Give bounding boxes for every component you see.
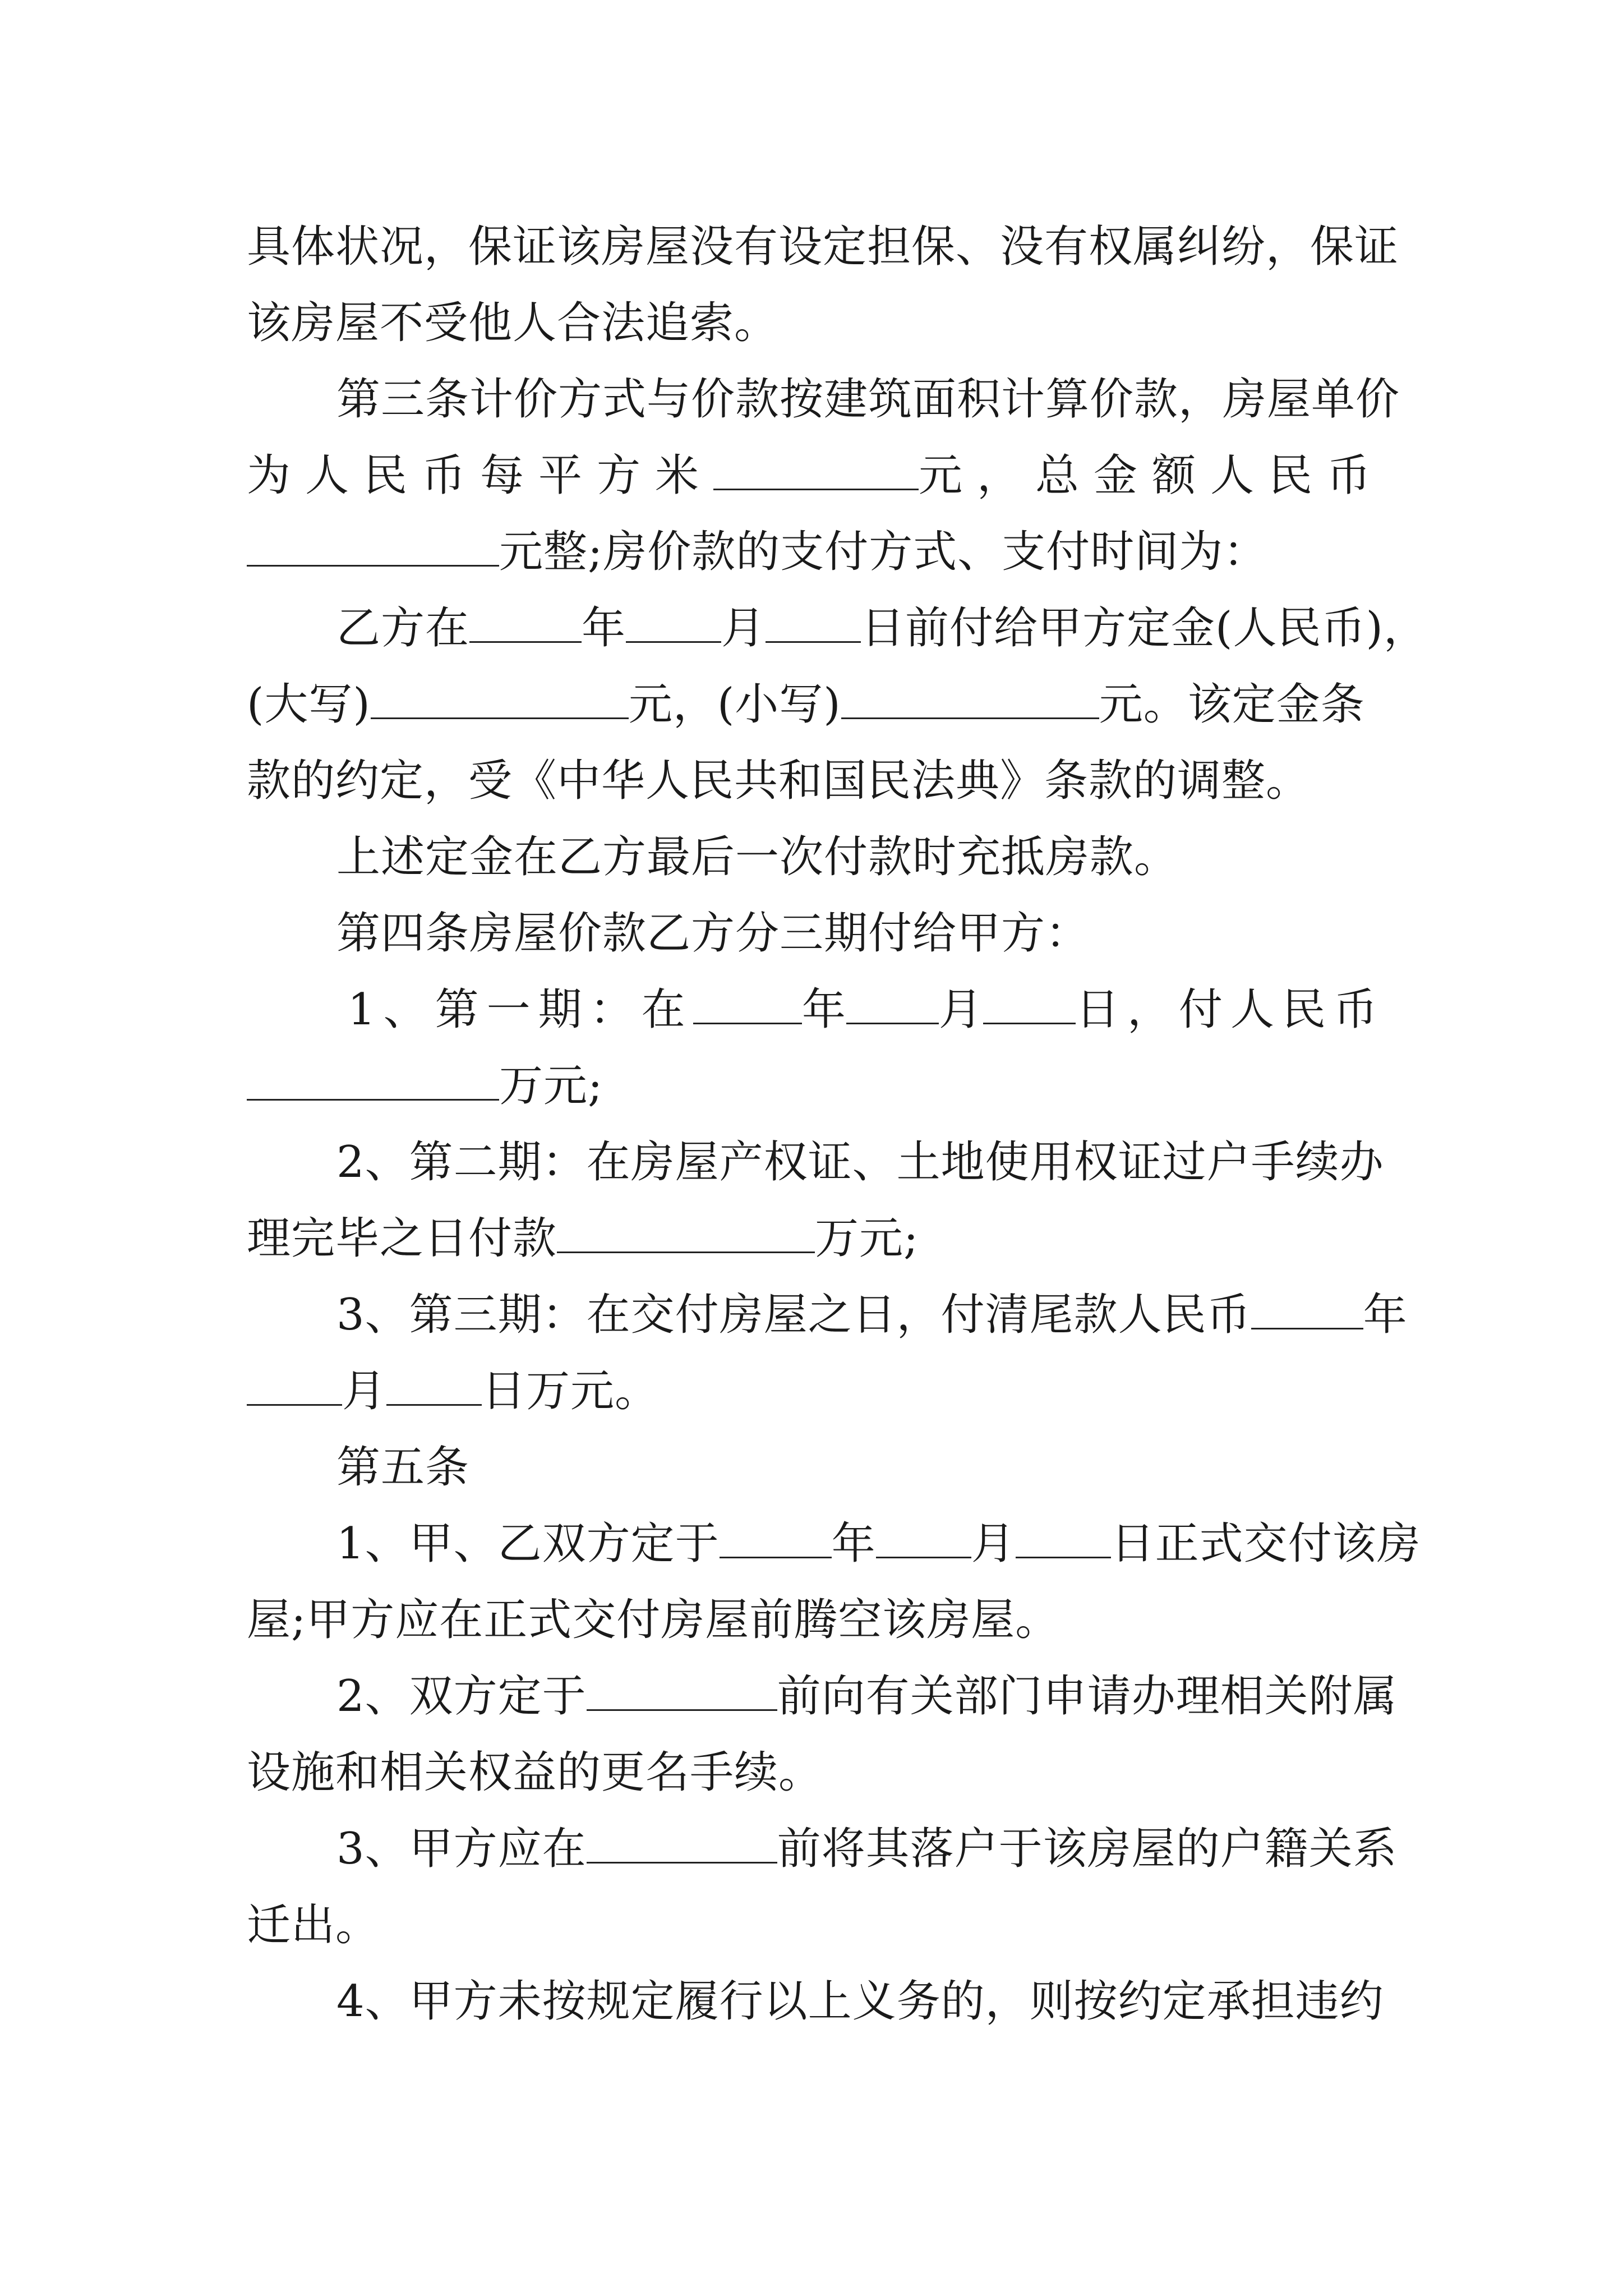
text-line: 款的约定，受《中华人民共和国民法典》条款的调整。 [247, 756, 1311, 806]
paragraph-line [247, 514, 1385, 590]
text-segment: 年 [582, 603, 626, 654]
paragraph-line [247, 1506, 1421, 1582]
text-line: 4、甲方未按规定履行以上义务的，则按约定承担违约 [336, 1976, 1384, 2027]
text-line: 该房屋不受他人合法追索。 [247, 298, 779, 348]
text-segment: 为人民币每平方米 [247, 450, 714, 501]
text-segment: 元，总金额人民币 [918, 450, 1385, 501]
paragraph-line [247, 438, 1385, 514]
paragraph-line [247, 1200, 1385, 1277]
text-segment: 元，(小写) [628, 679, 841, 730]
year-blank[interactable] [693, 987, 802, 1024]
paragraph-line [247, 1887, 1385, 1963]
month-blank[interactable] [626, 605, 721, 643]
paragraph-line [247, 285, 1385, 361]
text-segment: 前将其落户于该房屋的户籍关系 [777, 1824, 1398, 1874]
text-segment: 2、双方定于 [336, 1671, 587, 1722]
text-segment: 元。该定金条 [1099, 679, 1365, 730]
month-blank[interactable] [846, 987, 939, 1024]
text-segment: 月 [971, 1519, 1016, 1569]
paragraph-line [247, 1277, 1408, 1353]
text-segment: 日正式交付该房 [1110, 1519, 1421, 1569]
paragraph-line [247, 1811, 1398, 1887]
paragraph-line [247, 1124, 1385, 1200]
total-amount-blank[interactable] [247, 529, 499, 567]
paragraph-line [247, 743, 1385, 819]
paragraph-line [247, 819, 1385, 895]
year-blank[interactable] [720, 1521, 832, 1558]
text-segment: (大写) [247, 679, 371, 730]
text-segment: 1、第一期：在 [348, 984, 693, 1035]
text-line: 2、第二期：在房屋产权证、土地使用权证过户手续办 [336, 1137, 1384, 1188]
date-blank[interactable] [587, 1673, 777, 1711]
text-segment: 乙方在 [336, 603, 470, 654]
text-segment: 年 [1363, 1290, 1408, 1340]
text-segment: 理完毕之日付款 [247, 1213, 557, 1264]
unit-price-blank[interactable] [713, 453, 919, 490]
text-segment: 年 [831, 1519, 876, 1569]
text-segment: 3、甲方应在 [336, 1824, 587, 1874]
paragraph-line [247, 1048, 1385, 1124]
day-blank[interactable] [983, 987, 1076, 1024]
text-segment: 日，付人民币 [1075, 984, 1385, 1035]
article-4-heading [247, 895, 1385, 972]
text-segment: 3、第三期：在交付房屋之日，付清尾款人民币 [336, 1290, 1251, 1340]
text-segment: 万元; [499, 1061, 603, 1111]
text-line: 第三条计价方式与价款按建筑面积计算价款，房屋单价 [336, 374, 1400, 425]
paragraph-line [247, 1353, 1385, 1429]
text-line: 迁出。 [247, 1900, 380, 1950]
text-segment: 元整;房价款的支付方式、支付时间为： [499, 527, 1268, 577]
second-payment-blank[interactable] [557, 1216, 815, 1253]
text-segment: 月 [938, 984, 983, 1035]
first-payment-blank[interactable] [247, 1063, 499, 1101]
date-blank[interactable] [587, 1826, 777, 1864]
day-blank[interactable] [386, 1368, 482, 1406]
article-5-heading [247, 1429, 1385, 1506]
paragraph-line [247, 972, 1385, 1048]
paragraph-line [247, 1734, 1385, 1811]
text-segment: 月 [342, 1366, 387, 1416]
year-blank[interactable] [1251, 1292, 1363, 1329]
text-segment: 月 [721, 603, 766, 654]
paragraph-line [247, 1582, 1385, 1658]
contract-body [247, 209, 1428, 2040]
deposit-lowercase-blank[interactable] [841, 682, 1099, 719]
text-segment: 日万元。 [482, 1366, 660, 1416]
day-blank[interactable] [766, 605, 861, 643]
text-segment: 日前付给甲方定金(人民币)， [861, 603, 1428, 654]
paragraph-line [247, 1963, 1385, 2040]
day-blank[interactable] [1016, 1521, 1111, 1558]
paragraph-line [247, 666, 1385, 743]
text-line: 第五条 [336, 1442, 470, 1493]
text-segment: 1、甲、乙双方定于 [336, 1519, 720, 1569]
text-line: 具体状况，保证该房屋没有设定担保、没有权属纠纷，保证 [247, 222, 1399, 272]
text-segment: 前向有关部门申请办理相关附属 [777, 1671, 1398, 1722]
month-blank[interactable] [247, 1368, 342, 1406]
article-3-heading [247, 361, 1400, 438]
month-blank[interactable] [876, 1521, 971, 1558]
text-line: 上述定金在乙方最后一次付款时充抵房款。 [336, 832, 1179, 882]
paragraph-line [247, 209, 1399, 285]
text-line: 设施和相关权益的更名手续。 [247, 1747, 823, 1798]
text-segment: 年 [801, 984, 846, 1035]
paragraph-line [247, 1658, 1398, 1734]
text-segment: 万元; [815, 1213, 919, 1264]
deposit-uppercase-blank[interactable] [371, 682, 629, 719]
text-line: 屋;甲方应在正式交付房屋前腾空该房屋。 [247, 1595, 1060, 1645]
text-line: 第四条房屋价款乙方分三期付给甲方： [336, 908, 1090, 959]
paragraph-line [247, 590, 1428, 666]
year-blank[interactable] [469, 605, 582, 643]
